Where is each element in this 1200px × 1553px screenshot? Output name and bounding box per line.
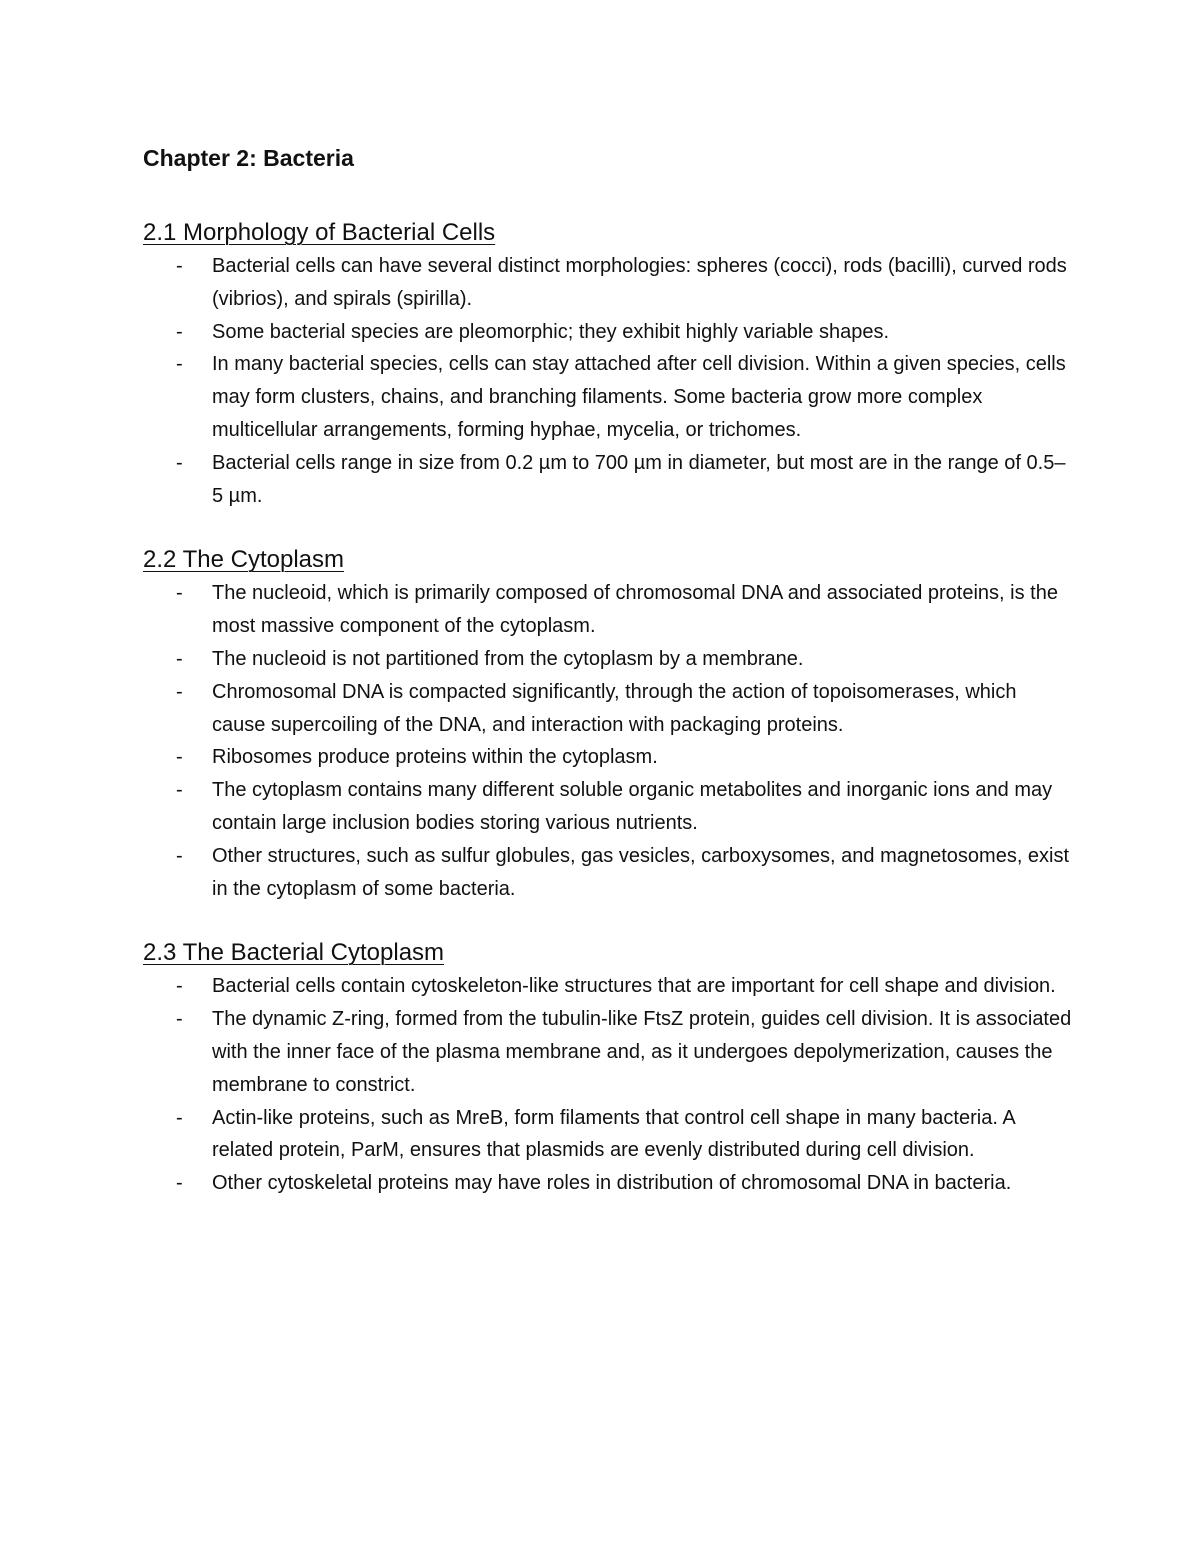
list-item <box>143 1167 1073 1200</box>
bullet-marker: - <box>176 647 183 670</box>
list-item <box>143 741 1073 774</box>
list-item-text: The dynamic Z-ring, formed from the tubulin-like FtsZ protein, guides cell division. It is associated with the inner face of the plasma membrane and, as it undergoes depolymerization, causes the membrane to constrict. <box>212 1008 1072 1096</box>
bullet-list <box>143 970 1073 1200</box>
bullet-marker: - <box>176 746 183 769</box>
section-heading: 2.2 The Cytoplasm <box>143 546 344 574</box>
list-item-text: Bacterial cells contain cytoskeleton-like structures that are important for cell shape and division. <box>212 975 1056 998</box>
bullet-marker: - <box>176 1106 183 1129</box>
section-heading: 2.3 The Bacterial Cytoplasm <box>143 939 445 967</box>
list-item-text: Actin-like proteins, such as MreB, form filaments that control cell shape in many bacteria. A related protein, ParM, ensures that plasmids are evenly distributed during cell division. <box>212 1106 1015 1162</box>
chapter-title: Chapter 2: Bacteria <box>143 145 354 171</box>
list-item <box>143 316 1073 349</box>
list-item-text: Bacterial cells can have several distinct morphologies: spheres (cocci), rods (bacilli), curved rods (vibrios), and spirals (spirilla). <box>212 255 1067 310</box>
bullet-marker: - <box>176 451 183 474</box>
list-item-text: Other structures, such as sulfur globules, gas vesicles, carboxysomes, and magnetosomes, exist in the cytoplasm of some bacteria. <box>212 844 1070 900</box>
list-item <box>143 577 1073 643</box>
list-item <box>143 348 1073 446</box>
bullet-marker: - <box>176 844 183 867</box>
bullet-marker: - <box>176 353 183 376</box>
list-item <box>143 1003 1073 1101</box>
section-cytoplasm <box>143 543 1073 905</box>
list-item <box>143 774 1073 840</box>
bullet-marker: - <box>176 975 183 998</box>
list-item-text: The cytoplasm contains many different soluble organic metabolites and inorganic ions and may contain large inclusion bodies storing various nutrients. <box>212 779 1053 834</box>
bullet-marker: - <box>176 1172 183 1195</box>
list-item-text: Ribosomes produce proteins within the cytoplasm. <box>212 746 658 769</box>
bullet-marker: - <box>176 320 183 343</box>
list-item <box>143 1102 1073 1168</box>
list-item-text: Some bacterial species are pleomorphic; they exhibit highly variable shapes. <box>212 320 890 343</box>
section-morphology <box>143 216 1073 512</box>
bullet-marker: - <box>176 779 183 802</box>
bullet-marker: - <box>176 1008 183 1031</box>
section-heading: 2.1 Morphology of Bacterial Cells <box>143 219 496 246</box>
document-page <box>143 140 1073 1200</box>
list-item <box>143 447 1073 513</box>
list-item-text: Bacterial cells range in size from 0.2 µm to 700 µm in diameter, but most are in the range of 0.5–5 µm. <box>212 451 1066 507</box>
bullet-marker: - <box>176 680 183 703</box>
bullet-list <box>143 250 1073 512</box>
list-item <box>143 643 1073 676</box>
list-item-text: The nucleoid, which is primarily composed of chromosomal DNA and associated proteins, is the most massive component of the cytoplasm. <box>212 582 1058 638</box>
list-item <box>143 970 1073 1003</box>
list-item <box>143 676 1073 742</box>
list-item-text: In many bacterial species, cells can stay attached after cell division. Within a given species, cells may form clusters, chains, and branching filaments. Some bacteria grow more complex multicellular arrangements, forming hyphae, mycelia, or trichomes. <box>212 353 1066 441</box>
bullet-marker: - <box>176 255 183 277</box>
list-item-text: Chromosomal DNA is compacted significantly, through the action of topoisomerases, which cause supercoiling of the DNA, and interaction with packaging proteins. <box>212 680 1017 736</box>
bullet-marker: - <box>176 582 183 605</box>
list-item <box>143 250 1073 316</box>
bullet-list <box>143 577 1073 905</box>
list-item-text: Other cytoskeletal proteins may have roles in distribution of chromosomal DNA in bacteria. <box>212 1172 1012 1195</box>
list-item-text: The nucleoid is not partitioned from the cytoplasm by a membrane. <box>212 647 804 670</box>
section-bacterial-cytoplasm <box>143 936 1073 1200</box>
list-item <box>143 840 1073 906</box>
